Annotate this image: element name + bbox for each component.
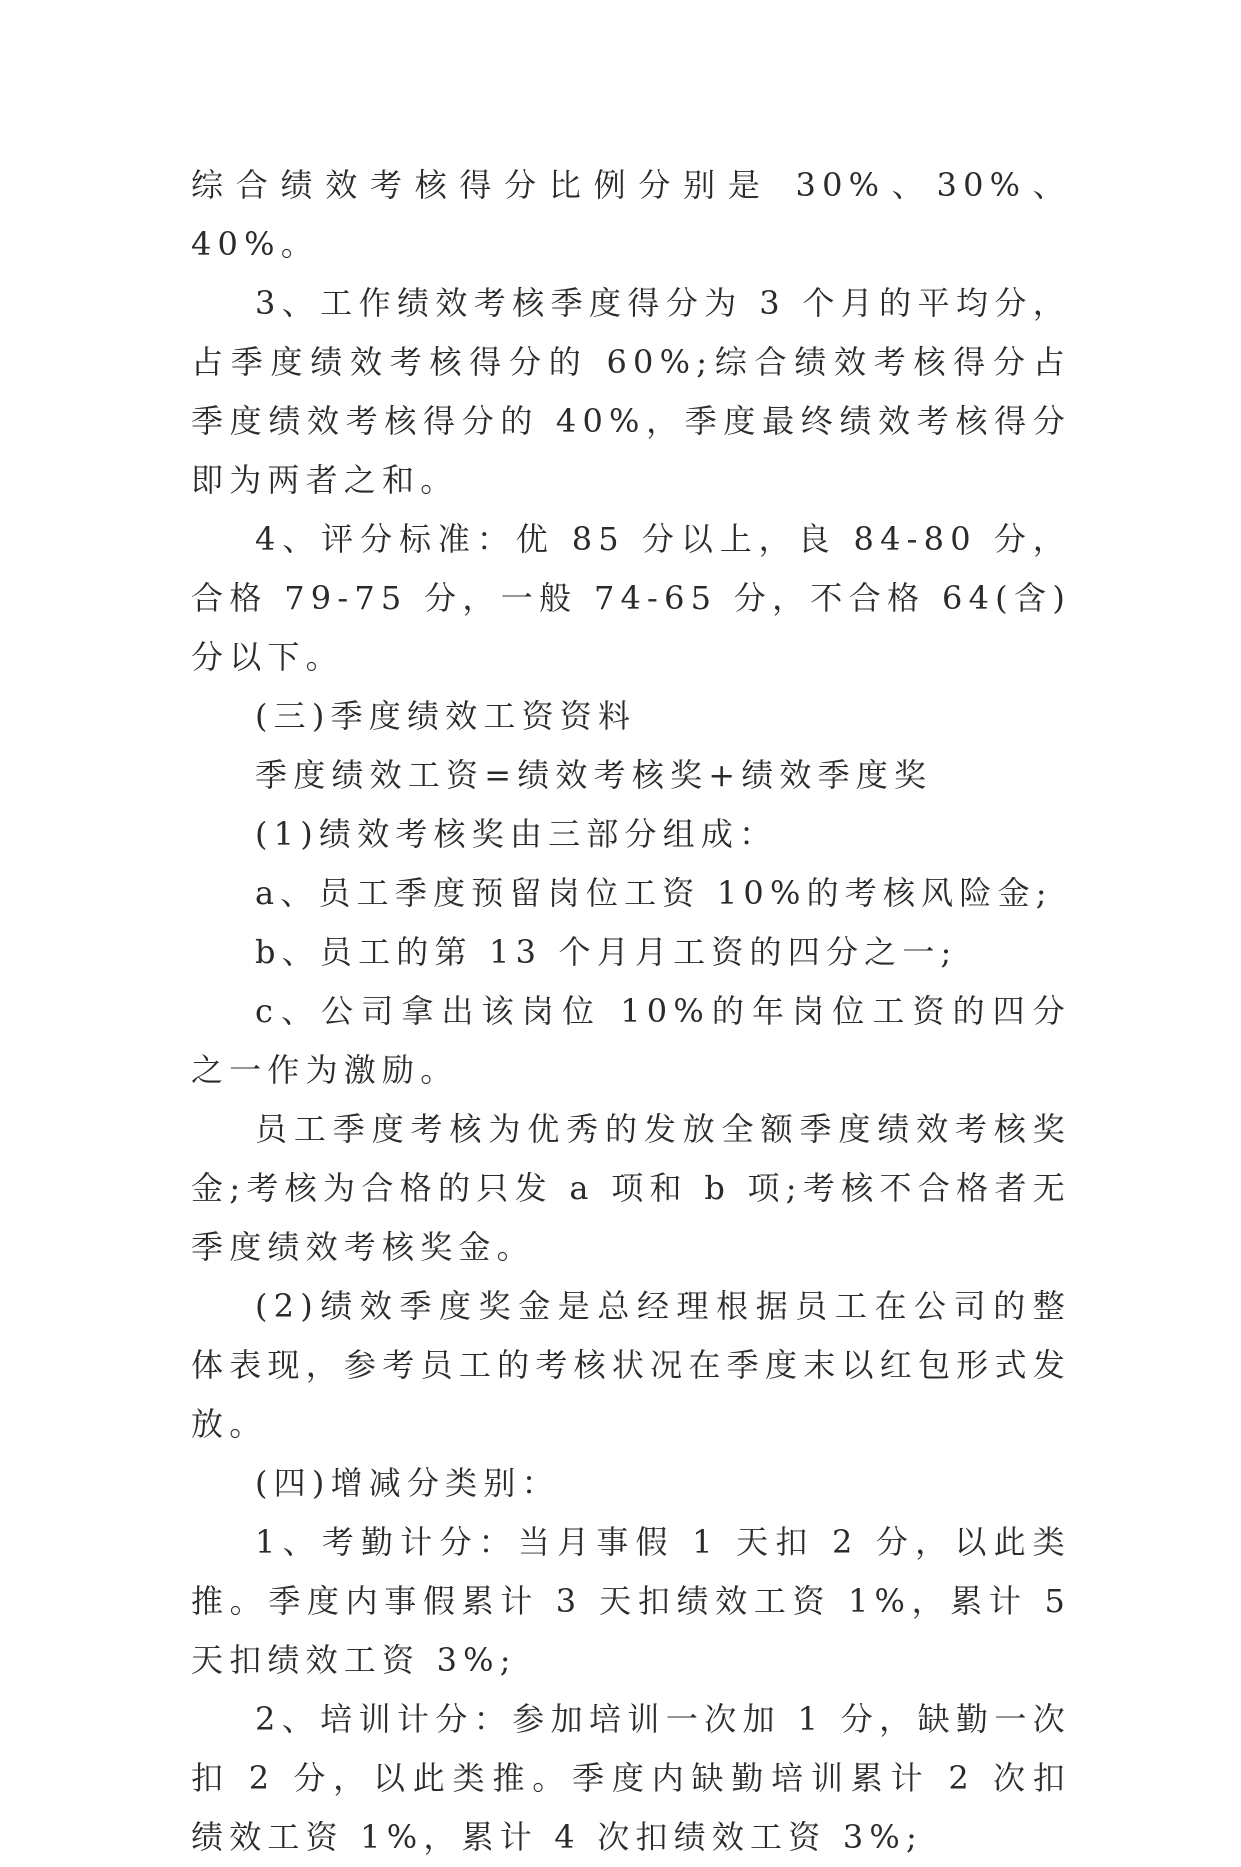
list-item-c: c、公司拿出该岗位 10%的年岗位工资的四分之一作为激励。 (191, 992, 1071, 1089)
paragraph-score-ratio: 综合绩效考核得分比例分别是 30%、30%、40%。 (191, 166, 1071, 263)
document-body (191, 156, 1071, 1867)
paragraph-attendance-scoring: 1、考勤计分：当月事假 1 天扣 2 分，以此类推。季度内事假累计 3 天扣绩效工资 1%，累计 5 天扣绩效工资 3%; (191, 1523, 1071, 1679)
paragraph-quarterly-pay-formula: 季度绩效工资=绩效考核奖+绩效季度奖 (255, 756, 933, 794)
paragraph-item-4-scoring-standard: 4、评分标准：优 85 分以上，良 84-80 分，合格 79-75 分，一般 74-65 分，不合格 64(含)分以下。 (191, 520, 1071, 676)
paragraph-item-3-work-performance: 3、工作绩效考核季度得分为 3 个月的平均分，占季度绩效考核得分的 60%;综合绩效考核得分占季度绩效考核得分的 40%，季度最终绩效考核得分即为两者之和。 (191, 284, 1071, 499)
paragraph-quarterly-bonus: (2)绩效季度奖金是总经理根据员工在公司的整体表现，参考员工的考核状况在季度末以红包形式发放。 (191, 1287, 1071, 1443)
section-heading-4-adjustments: (四)增减分类别： (255, 1464, 560, 1502)
paragraph-assessment-bonus-parts: (1)绩效考核奖由三部分组成： (255, 815, 778, 853)
paragraph-training-scoring: 2、培训计分：参加培训一次加 1 分，缺勤一次扣 2 分，以此类推。季度内缺勤培训累计 2 次扣绩效工资 1%，累计 4 次扣绩效工资 3%; (191, 1700, 1071, 1856)
paragraph-bonus-rules: 员工季度考核为优秀的发放全额季度绩效考核奖金;考核为合格的只发 a 项和 b 项;考核不合格者无季度绩效考核奖金。 (191, 1110, 1071, 1266)
section-heading-3-quarterly-pay: (三)季度绩效工资资料 (255, 697, 637, 735)
list-item-a: a、员工季度预留岗位工资 10%的考核风险金; (255, 874, 1053, 912)
list-item-b: b、员工的第 13 个月月工资的四分之一; (255, 933, 958, 971)
